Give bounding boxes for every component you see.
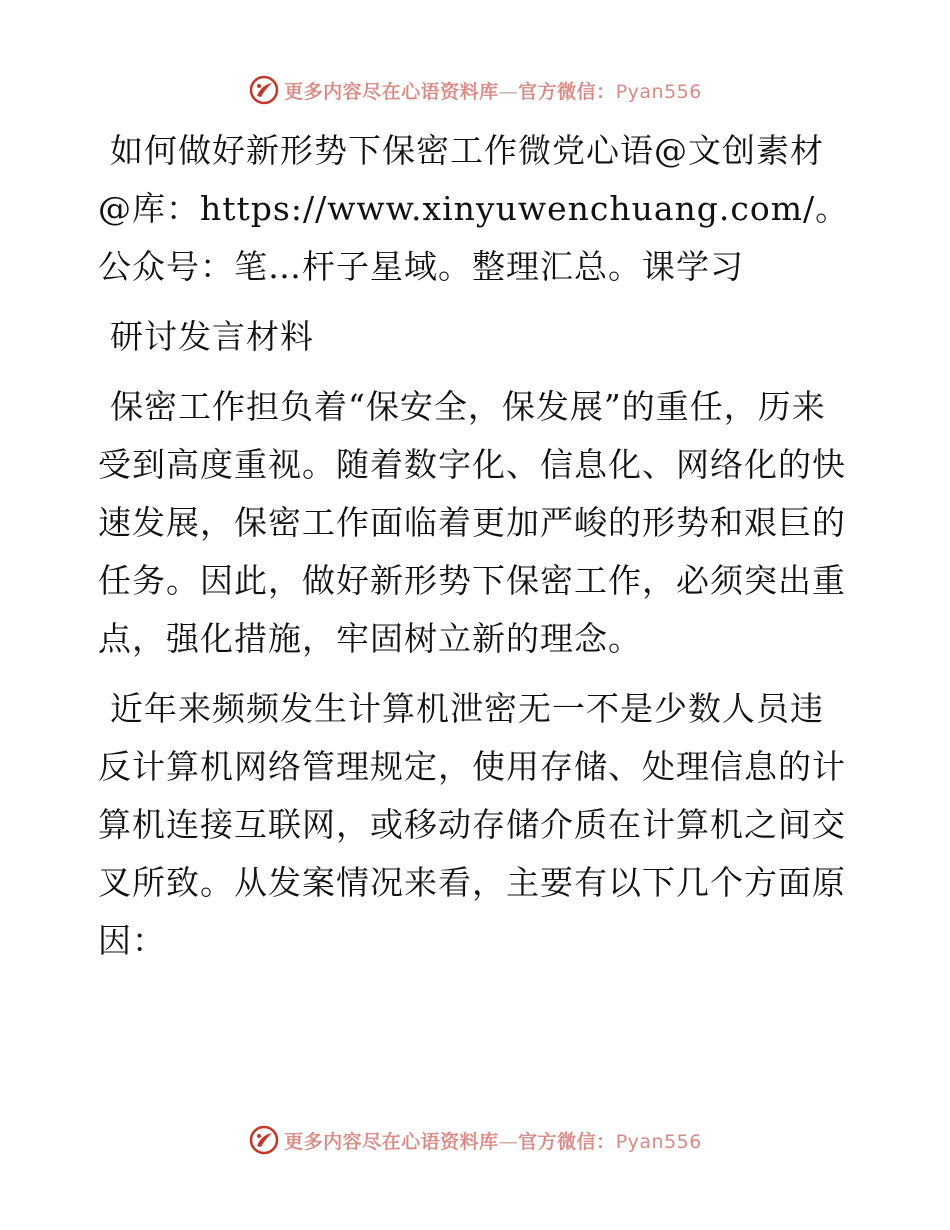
banner-main-text: 更多内容尽在心语资料库 — [284, 1130, 499, 1153]
banner-wechat-id: Pyan556 — [615, 1130, 702, 1153]
red-seal-logo-icon — [248, 1124, 280, 1156]
banner-text — [284, 77, 702, 104]
banner-separator: — — [498, 80, 519, 103]
document-body — [98, 122, 850, 970]
banner-wechat-id: Pyan556 — [615, 80, 702, 103]
title-paragraph: 如何做好新形势下保密工作微党心语@文创素材@库：https://www.xinyuwenchuang.com/。公众号：笔…杆子星域。整理汇总。课学习 — [98, 131, 850, 286]
banner-main-text: 更多内容尽在心语资料库 — [284, 80, 499, 103]
body-paragraph: 保密工作担负着“保安全，保发展”的重任，历来受到高度重视。随着数字化、信息化、网络化的快速发展，保密工作面临着更加严峻的形势和艰巨的任务。因此，做好新形势下保密工作，必须突出重点，强化措施，牢固树立新的理念。 — [98, 387, 846, 658]
footer-banner — [0, 1120, 950, 1160]
red-seal-logo-icon — [248, 74, 280, 106]
banner-wechat-label: 官方微信： — [518, 1130, 616, 1153]
subtitle-paragraph: 研讨发言材料 — [110, 317, 314, 356]
body-paragraph: 近年来频频发生计算机泄密无一不是少数人员违反计算机网络管理规定，使用存储、处理信息的计算机连接互联网，或移动存储介质在计算机之间交叉所致。从发案情况来看，主要有以下几个方面原因： — [98, 689, 846, 960]
banner-text — [284, 1127, 702, 1154]
header-banner — [0, 70, 950, 110]
banner-separator: — — [498, 1130, 519, 1153]
banner-wechat-label: 官方微信： — [518, 80, 616, 103]
